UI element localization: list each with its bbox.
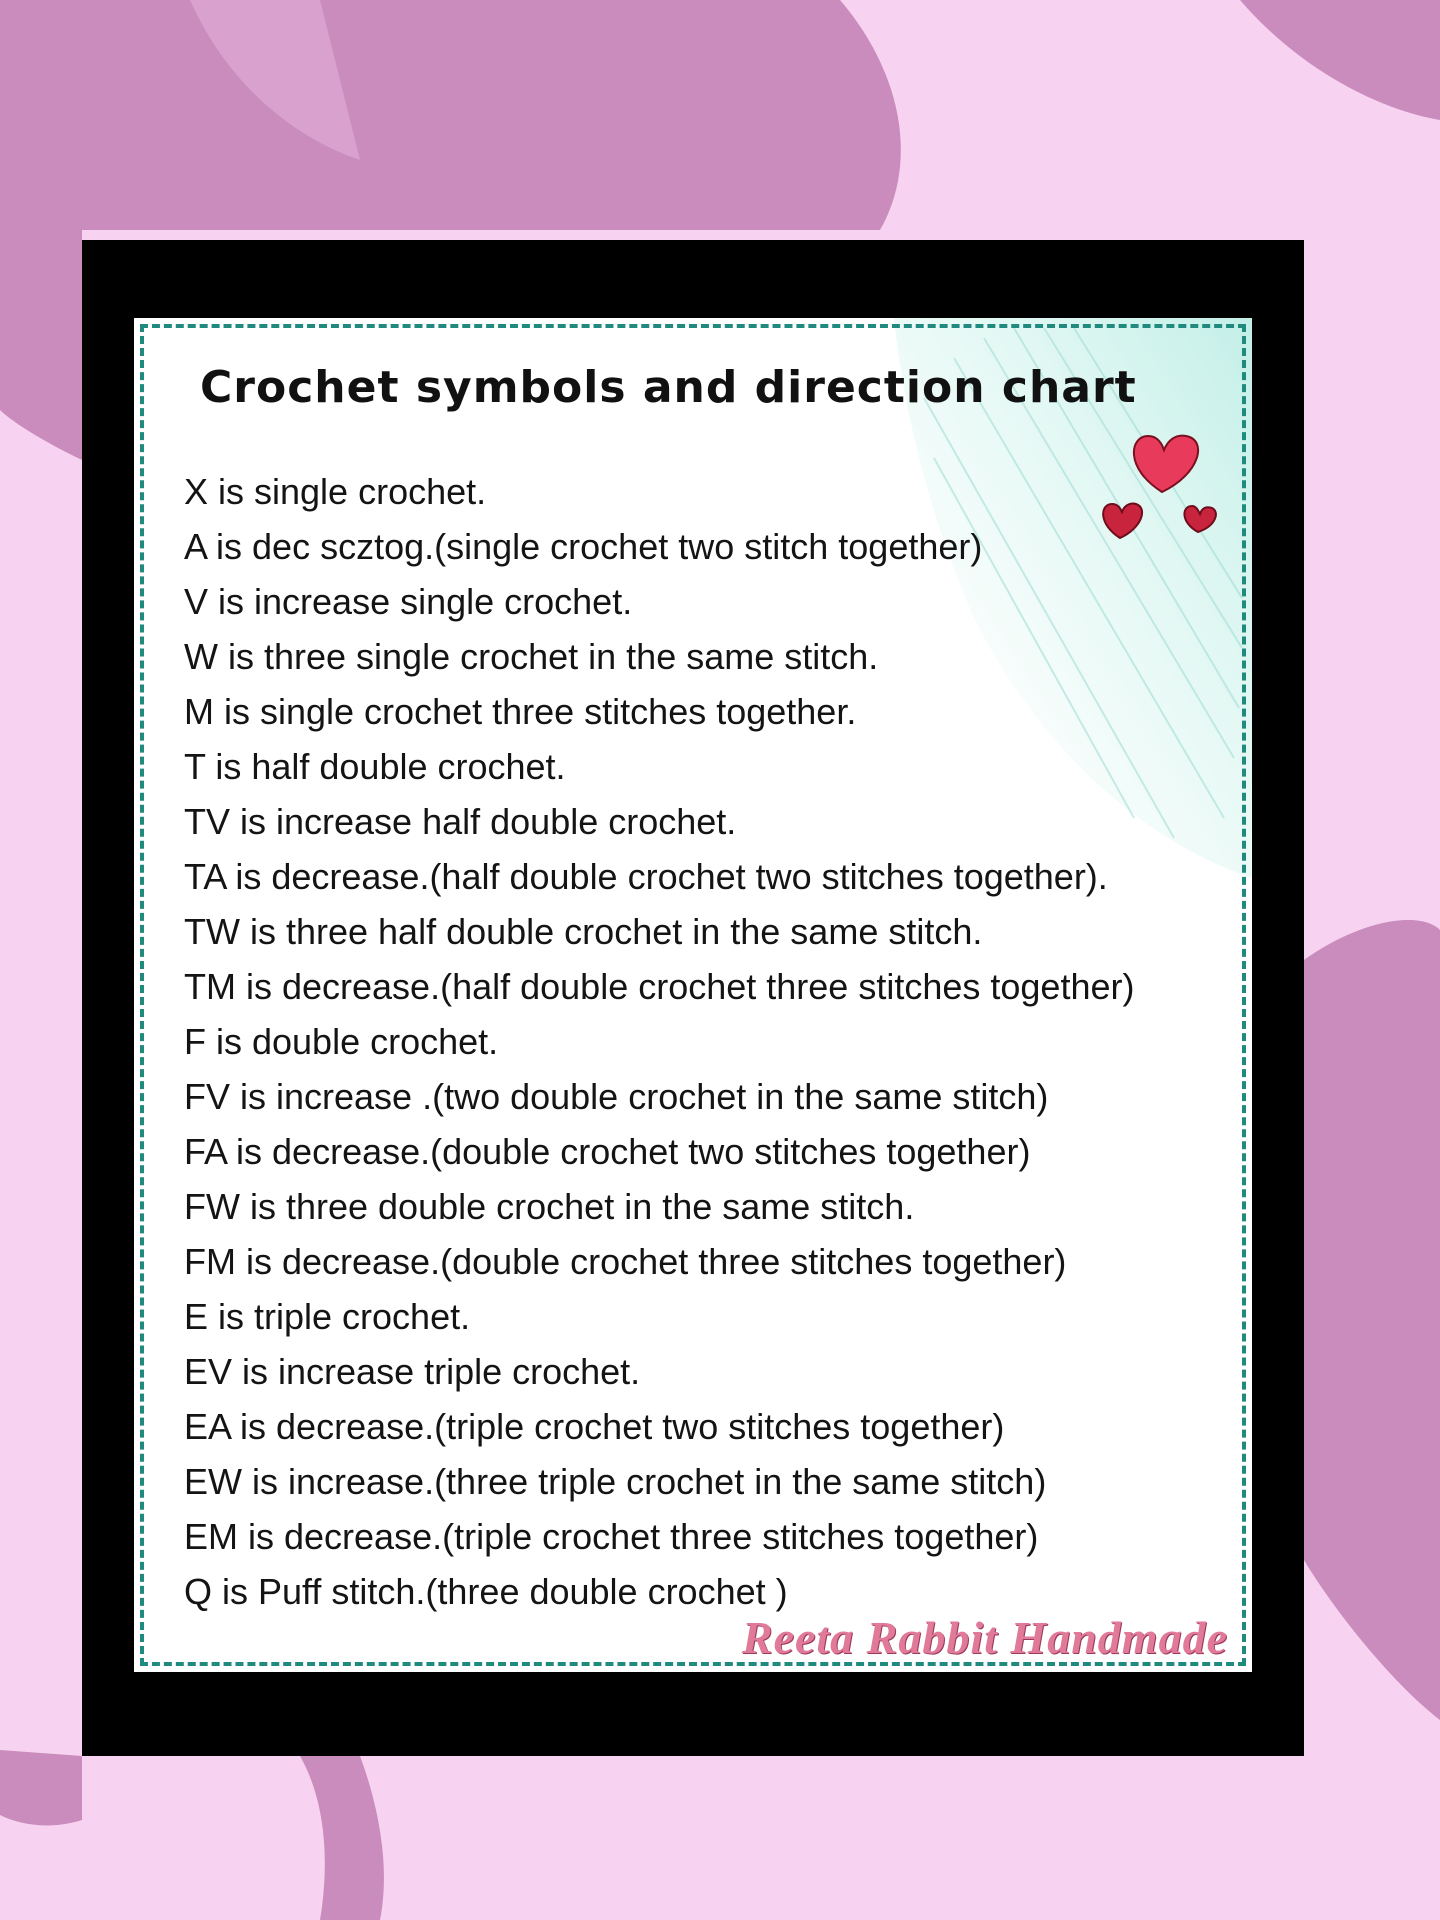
- background-blob: [0, 0, 901, 230]
- dashed-border-top: [140, 324, 1246, 328]
- background-blob: [1304, 920, 1440, 1720]
- background-blob: [0, 230, 82, 460]
- list-item: TV is increase half double crochet.: [184, 801, 737, 842]
- dashed-border-left: [140, 324, 144, 1666]
- list-item: FW is three double crochet in the same stitch.: [184, 1186, 915, 1227]
- list-item: EV is increase triple crochet.: [184, 1351, 641, 1392]
- list-item: FV is increase .(two double crochet in the same stitch): [184, 1076, 1049, 1117]
- list-item: EA is decrease.(triple crochet two stitches together): [184, 1406, 1005, 1447]
- list-item: A is dec scztog.(single crochet two stitch together): [184, 526, 983, 567]
- list-item: TW is three half double crochet in the same stitch.: [184, 911, 983, 952]
- list-item: EM is decrease.(triple crochet three stitches together): [184, 1516, 1039, 1557]
- list-item: E is triple crochet.: [184, 1296, 471, 1337]
- list-item: FA is decrease.(double crochet two stitches together): [184, 1131, 1031, 1172]
- list-item: W is three single crochet in the same stitch.: [184, 636, 879, 677]
- background-blob: [0, 1750, 82, 1825]
- list-item: M is single crochet three stitches together.: [184, 691, 857, 732]
- chart-title: Crochet symbols and direction chart: [200, 362, 1137, 413]
- list-item: F is double crochet.: [184, 1021, 499, 1062]
- list-item: TA is decrease.(half double crochet two stitches together).: [184, 856, 1108, 897]
- signature: Reeta Rabbit Handmade: [741, 1612, 1228, 1663]
- background-blob: [1240, 0, 1440, 120]
- chart-card: [134, 318, 1252, 1672]
- list-item: V is increase single crochet.: [184, 581, 633, 622]
- list-item: TM is decrease.(half double crochet three stitches together): [184, 966, 1135, 1007]
- background-blob: [300, 1756, 384, 1920]
- list-item: EW is increase.(three triple crochet in the same stitch): [184, 1461, 1047, 1502]
- list-item: T is half double crochet.: [184, 746, 566, 787]
- list-item: Q is Puff stitch.(three double crochet ): [184, 1571, 788, 1612]
- symbol-list: [184, 464, 1134, 1619]
- list-item: X is single crochet.: [184, 471, 487, 512]
- list-item: FM is decrease.(double crochet three stitches together): [184, 1241, 1067, 1282]
- dashed-border-right: [1242, 324, 1246, 1666]
